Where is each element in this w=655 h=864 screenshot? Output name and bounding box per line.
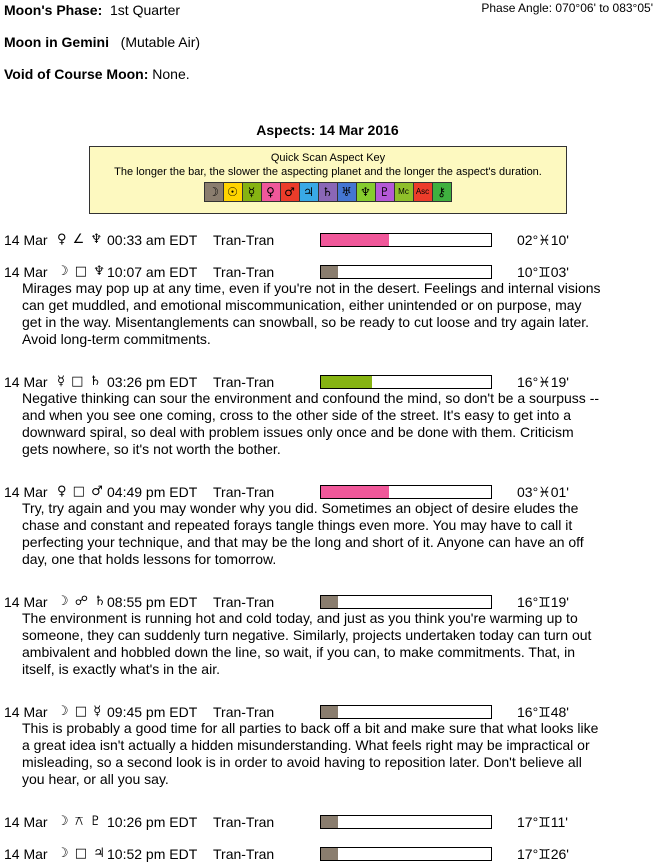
aspect-type: Tran-Tran — [213, 264, 275, 280]
duration-bar — [320, 815, 492, 829]
description-line: ambivalent and hobbled down the line, so wait, if you can, to make commitments. That, in — [22, 644, 576, 660]
duration-bar — [320, 265, 492, 279]
description-line: can get muddled, and emotional miscommunication, either unintended or on purpose, may — [22, 297, 582, 313]
description-line: Avoid long-term commitments. — [22, 331, 211, 347]
aspect-type: Tran-Tran — [213, 846, 275, 862]
aspect-date: 14 Mar — [4, 484, 48, 500]
aspect-date: 14 Mar — [4, 232, 48, 248]
key-cell: ♂ — [280, 182, 300, 202]
aspect-time: 10:52 pm EDT — [107, 846, 198, 862]
aspect-type: Tran-Tran — [213, 814, 275, 830]
aspect-date: 14 Mar — [4, 846, 48, 862]
description-line: misleading, so a second look is in order to avoid having to reposition later. Don't believe all — [22, 754, 582, 770]
moon-sign-line — [4, 34, 200, 50]
aspect-date: 14 Mar — [4, 704, 48, 720]
key-cell: ♅ — [337, 182, 357, 202]
aspect-date: 14 Mar — [4, 374, 48, 390]
aspect-time: 10:07 am EDT — [107, 264, 198, 280]
description-line: and when you see one coming, cross to the other side of the street. It's easy to get into a — [22, 407, 571, 423]
aspect-description — [22, 500, 654, 568]
key-cell: ☿ — [242, 182, 262, 202]
duration-bar — [320, 375, 492, 389]
aspect-symbols: ☽ □ ☿ — [57, 704, 103, 719]
key-cell: ♇ — [375, 182, 395, 202]
aspect-description — [22, 610, 654, 678]
moon-sign-value: (Mutable Air) — [120, 34, 201, 50]
description-line: Negative thinking can sour the environment and confound the mind, so don't be a sourpuss -- — [22, 390, 600, 406]
moon-phase-value: 1st Quarter — [110, 2, 181, 18]
aspect-description — [22, 720, 654, 788]
duration-bar — [320, 847, 492, 861]
description-line: day, one that holds lessons for tomorrow. — [22, 551, 277, 567]
duration-bar-fill — [321, 486, 389, 498]
key-cell: ♀ — [261, 182, 281, 202]
quick-scan-key — [89, 146, 567, 214]
key-cell: ☽ — [204, 182, 224, 202]
key-cell: ♃ — [299, 182, 319, 202]
description-line: downward spiral, so deal with problem issues only once and be done with them. Criticism — [22, 424, 574, 440]
key-title: Quick Scan Aspect Key — [270, 152, 386, 164]
moon-sign-label: Moon in Gemini — [4, 34, 109, 50]
aspect-symbols: ☿ □ ♄ — [57, 374, 103, 389]
key-cell: ☉ — [223, 182, 243, 202]
description-line: get in the way. Misentanglements can snowball, so be ready to cut loose and try again later. — [22, 314, 590, 330]
aspect-date: 14 Mar — [4, 814, 48, 830]
aspect-degree: 17°♊26' — [517, 846, 569, 862]
description-line: a great idea isn't actually a hidden misunderstanding. What feels right may be impractical or — [22, 737, 590, 753]
description-line: you hear, or all you say. — [22, 771, 169, 787]
void-label: Void of Course Moon: — [4, 66, 149, 82]
aspect-degree: 10°♊03' — [517, 264, 569, 280]
aspect-time: 10:26 pm EDT — [107, 814, 198, 830]
aspect-type: Tran-Tran — [213, 232, 275, 248]
description-line: gets nowhere, so it's not worth the bother. — [22, 441, 281, 457]
description-line: The environment is running hot and cold today, and just as you think you're warming up to — [22, 610, 578, 626]
description-line: chase and constant and repeated forays tangle things even more. You may have to call it — [22, 517, 573, 533]
key-planet-row — [90, 182, 566, 202]
aspect-date: 14 Mar — [4, 594, 48, 610]
duration-bar — [320, 485, 492, 499]
phase-angle: Phase Angle: 070°06' to 083°05' — [481, 1, 653, 15]
duration-bar-fill — [321, 376, 372, 388]
description-line: Mirages may pop up at any time, even if you're not in the desert. Feelings and internal visions — [22, 280, 601, 296]
key-cell: Mc — [394, 182, 414, 202]
aspect-time: 03:26 pm EDT — [107, 374, 198, 390]
aspect-type: Tran-Tran — [213, 594, 275, 610]
duration-bar-fill — [321, 596, 338, 608]
duration-bar-fill — [321, 706, 338, 718]
aspect-time: 09:45 pm EDT — [107, 704, 198, 720]
description-line: perfecting your technique, and that may be the long and short of it. Anyone can have an off — [22, 534, 584, 550]
aspect-time: 04:49 pm EDT — [107, 484, 198, 500]
aspect-degree: 02°♓10' — [517, 232, 569, 248]
description-line: itself, is exactly what's in the air. — [22, 661, 220, 677]
aspect-time: 08:55 pm EDT — [107, 594, 198, 610]
aspect-degree: 16°♊19' — [517, 594, 569, 610]
duration-bar — [320, 705, 492, 719]
aspect-date: 14 Mar — [4, 264, 48, 280]
aspect-degree: 16°♓19' — [517, 374, 569, 390]
description-line: someone, they can suddenly turn negative. Similarly, projects undertaken today can turn out — [22, 627, 592, 643]
aspect-symbols: ☽ ☍ ♄ — [57, 594, 107, 609]
aspect-description — [22, 390, 654, 458]
moon-phase-label: Moon's Phase: — [4, 2, 103, 18]
duration-bar-fill — [321, 234, 389, 246]
aspect-degree: 16°♊48' — [517, 704, 569, 720]
aspect-type: Tran-Tran — [213, 484, 275, 500]
key-cell: ♆ — [356, 182, 376, 202]
aspect-symbols: ☽ □ ♆ — [57, 264, 106, 279]
duration-bar — [320, 595, 492, 609]
aspect-symbols: ☽ ⚻ ♇ — [57, 814, 103, 829]
key-cell: ⚷ — [432, 182, 452, 202]
aspect-type: Tran-Tran — [213, 374, 275, 390]
duration-bar-fill — [321, 266, 338, 278]
key-cell: Asc — [413, 182, 433, 202]
aspect-description — [22, 280, 654, 348]
moon-phase-line — [4, 2, 180, 18]
aspect-symbols: ♀ □ ♂ — [57, 484, 104, 499]
duration-bar-fill — [321, 816, 338, 828]
aspect-type: Tran-Tran — [213, 704, 275, 720]
duration-bar-fill — [321, 848, 338, 860]
void-of-course-line — [4, 66, 190, 82]
key-subtitle: The longer the bar, the slower the aspecting planet and the longer the aspect's duration. — [114, 166, 542, 178]
aspects-title: Aspects: 14 Mar 2016 — [256, 122, 399, 138]
key-cell: ♄ — [318, 182, 338, 202]
aspect-degree: 17°♊11' — [517, 814, 568, 830]
void-value: None. — [152, 66, 190, 82]
description-line: Try, try again and you may wonder why you did. Sometimes an object of desire eludes the — [22, 500, 579, 516]
aspect-symbols: ♀ ∠ ♆ — [57, 232, 104, 247]
aspect-degree: 03°♓01' — [517, 484, 569, 500]
duration-bar — [320, 233, 492, 247]
aspect-time: 00:33 am EDT — [107, 232, 198, 248]
description-line: This is probably a good time for all parties to back off a bit and make sure that what looks like — [22, 720, 599, 736]
aspect-symbols: ☽ □ ♃ — [57, 846, 106, 861]
